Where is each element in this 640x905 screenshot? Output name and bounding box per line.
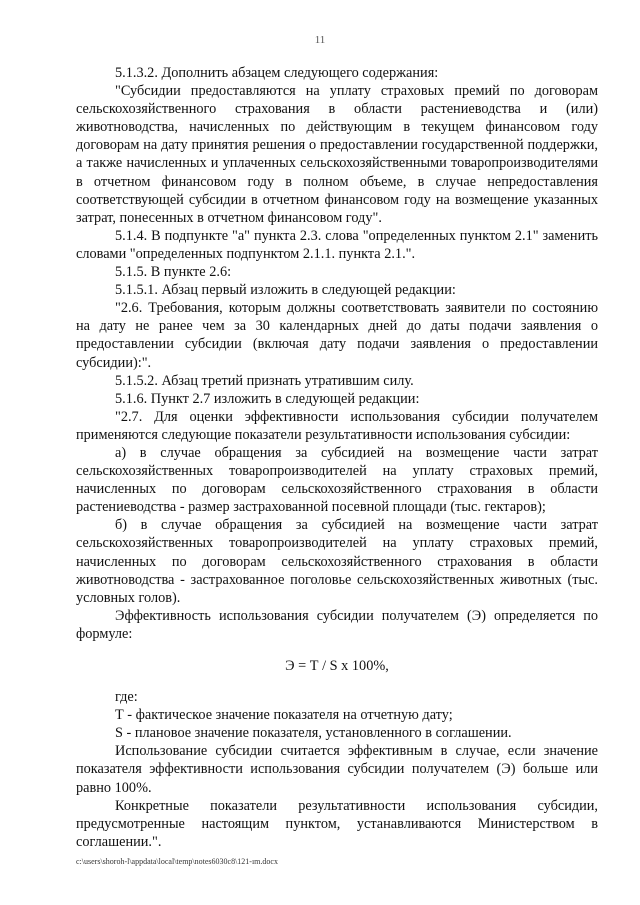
- paragraph: 5.1.5.2. Абзац третий признать утратившим силу.: [115, 372, 414, 389]
- footer-file-path: c:\users\shoroh-l\appdata\local\temp\notes6030c8\121-ım.docx: [76, 857, 278, 866]
- paragraph: "Субсидии предоставляются на уплату страховых премий по договорам сельскохозяйственного страхования в области растениеводства и (или) животноводства, начисленных по действующим в текущем финансовом году договорам на дату принятия решения о предоставлении государственной поддержки, а также начисленных и уплаченных сельскохозяйственными товаропроизводителями в отчетном финансовом году в полном объеме, в случае непредоставления соответствующей субсидии в отчетном финансовом году на возмещение указанных затрат, понесенных в отчетном финансовом году".: [76, 83, 598, 226]
- paragraph: 5.1.5. В пункте 2.6:: [115, 264, 232, 281]
- paragraph: "2.7. Для оценки эффективности использования субсидии получателем применяются следующие показатели результативности использования субсидии:: [76, 408, 598, 443]
- paragraph: "2.6. Требования, которым должны соответствовать заявители по состоянию на дату не ранее чем за 30 календарных дней до даты подачи заявления о предоставлении субсидии (включая дату подачи заявления о предоставлении субсидии):".: [76, 300, 598, 371]
- paragraph: где:: [115, 689, 138, 706]
- paragraph: S - плановое значение показателя, установленного в соглашении.: [115, 725, 512, 742]
- document-body: [76, 64, 598, 851]
- paragraph: б) в случае обращения за субсидией на возмещение части затрат сельскохозяйственных товаропроизводителей на уплату страховых премий, начисленных по договорам сельскохозяйственного страхования в области животноводства - застрахованное поголовье сельскохозяйственных животных (тыс. условных голов).: [76, 517, 598, 606]
- formula: Э = Т / S x 100%,: [285, 658, 389, 674]
- paragraph: Эффективность использования субсидии получателем (Э) определяется по формуле:: [76, 607, 598, 642]
- page-number: 11: [314, 34, 326, 46]
- paragraph: а) в случае обращения за субсидией на возмещение части затрат сельскохозяйственных товаропроизводителей на уплату страховых премий, начисленных по договорам сельскохозяйственного страхования в области растениеводства - размер застрахованной посевной площади (тыс. гектаров);: [76, 444, 598, 516]
- paragraph: 5.1.6. Пункт 2.7 изложить в следующей редакции:: [115, 390, 420, 407]
- paragraph: 5.1.4. В подпункте "а" пункта 2.3. слова "определенных пунктом 2.1" заменить словами "определенных подпунктом 2.1.1. пункта 2.1.".: [76, 227, 598, 262]
- paragraph: 5.1.5.1. Абзац первый изложить в следующей редакции:: [115, 282, 456, 299]
- paragraph: 5.1.3.2. Дополнить абзацем следующего содержания:: [115, 65, 439, 81]
- paragraph: Конкретные показатели результативности использования субсидии, предусмотренные настоящим пунктом, устанавливаются Министерством в соглашении.".: [76, 797, 598, 850]
- paragraph: Использование субсидии считается эффективным в случае, если значение показателя эффективности использования субсидии получателем (Э) больше или равно 100%.: [76, 743, 598, 796]
- paragraph: Т - фактическое значение показателя на отчетную дату;: [115, 707, 453, 724]
